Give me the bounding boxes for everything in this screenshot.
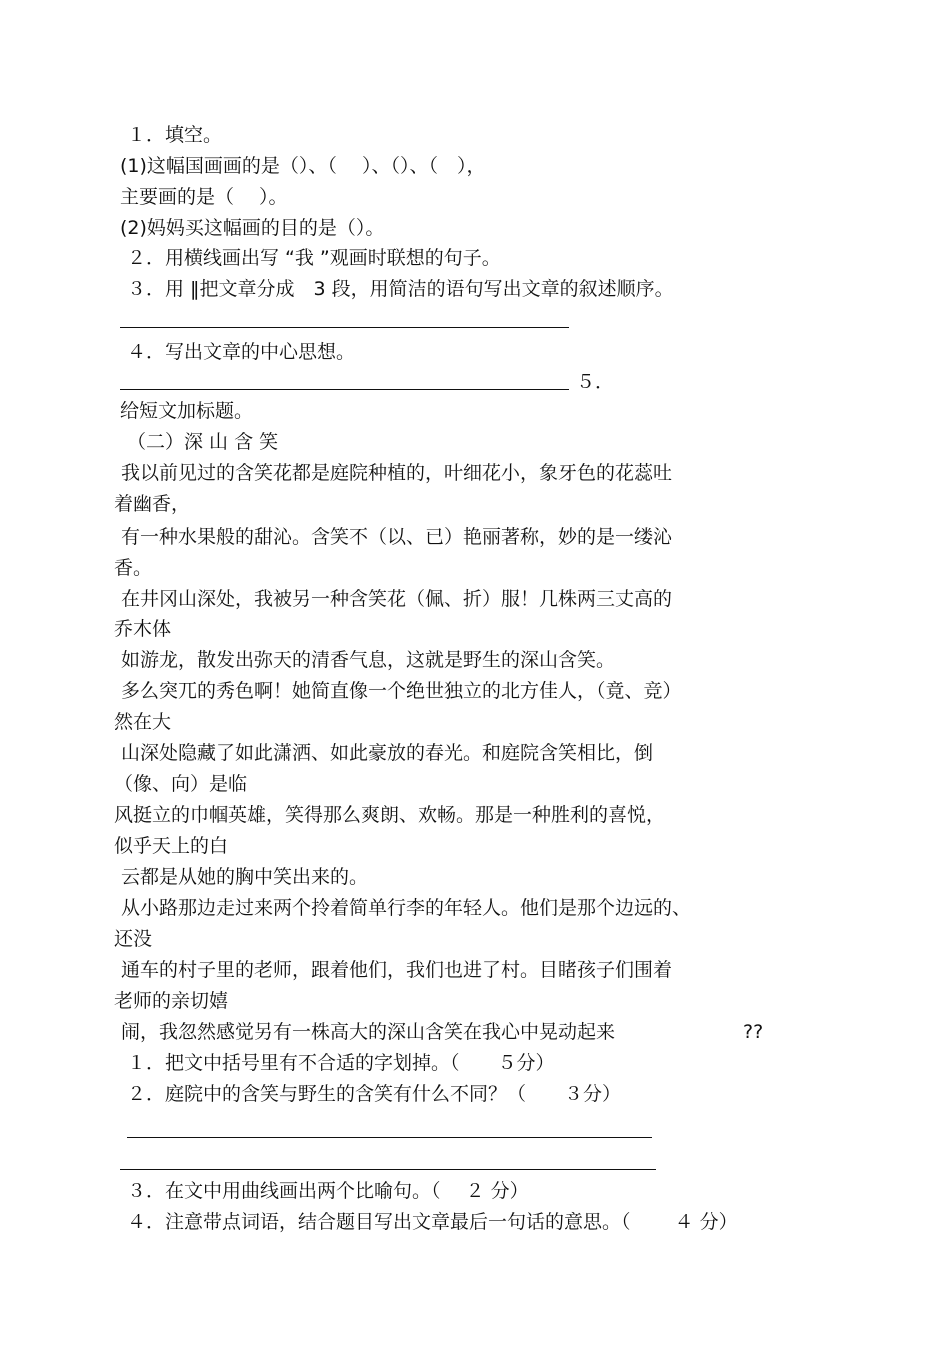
passage-line: （像、向）是临 [114,773,248,795]
q1-fill-line-3: (2)妈妈买这幅画的目的是（）。 [120,217,385,239]
passage-line: 着幽香， [114,493,191,515]
answer-line-q4 [120,389,569,390]
passage-line: 从小路那边走过来两个拎着简单行李的年轻人。他们是那个边远的、 [121,897,692,919]
passage-line: 老师的亲切嬉 [114,990,229,1012]
passage-line: 山深处隐藏了如此潇洒、如此豪放的春光。和庭院含笑相比，倒 [121,742,654,764]
passage-line: 闹，我忽然感觉另有一株高大的深山含笑在我心中晃动起来 [121,1021,616,1043]
passage-line: 如游龙，散发出弥天的清香气息，这就是野生的深山含笑。 [121,649,616,671]
passage-line: 香。 [114,557,153,579]
passage-line: 还没 [114,928,153,950]
p2-q1-text: １．把文中括号里有不合适的字划掉。（ ５分） [127,1052,555,1074]
passage-line: 乔木体 [114,618,172,640]
p2-q2-text: ２．庭院中的含笑与野生的含笑有什么不同？（ ３分） [127,1083,622,1105]
passage-line: 多么突兀的秀色啊！她简直像一个绝世独立的北方佳人，（竟、竞） [121,680,682,702]
passage-line: 通车的村子里的老师，跟着他们，我们也进了村。目睹孩子们围着 [121,959,673,981]
answer-line-q3 [120,327,569,328]
q3-text: ３．用 ‖把文章分成 3 段，用简洁的语句写出文章的叙述顺序。 [127,278,674,300]
p2-q4-text: ４．注意带点词语，结合题目写出文章最后一句话的意思。（ ４ 分） [127,1211,738,1233]
q1-fill-line-1: (1)这幅国画画的是（）、（ ）、（）、（ ）， [120,155,486,177]
passage-line: 似乎天上的白 [114,835,229,857]
passage-line: 有一种水果般的甜沁。含笑不（以、已）艳丽著称，妙的是一缕沁 [121,526,673,548]
passage-ending-mark: ?? [743,1021,764,1043]
q5-text: 给短文加标题。 [120,400,254,422]
passage-title: （二）深 山 含 笑 [127,431,279,453]
p2-q3-text: ３．在文中用曲线画出两个比喻句。（ ２ 分） [127,1180,529,1202]
q1-title: １．填空。 [127,124,223,146]
passage-line: 风挺立的巾帼英雄，笑得那么爽朗、欢畅。那是一种胜利的喜悦， [114,804,666,826]
q2-text: ２．用横线画出写 “我 ”观画时联想的句子。 [127,247,501,269]
passage-line: 我以前见过的含笑花都是庭院种植的，叶细花小，象牙色的花蕊吐 [121,462,673,484]
passage-line: 云都是从她的胸中笑出来的。 [121,866,369,888]
answer-line-p2-q2-a [127,1137,652,1138]
answer-line-p2-q2-b [120,1169,656,1170]
q1-fill-line-2: 主要画的是（ ）。 [120,186,288,208]
q4-text: ４．写出文章的中心思想。 [127,341,356,363]
q5-number: ５． [576,371,615,393]
passage-line: 然在大 [114,711,172,733]
passage-line: 在井冈山深处，我被另一种含笑花（佩、折）服！几株两三丈高的 [121,588,673,610]
